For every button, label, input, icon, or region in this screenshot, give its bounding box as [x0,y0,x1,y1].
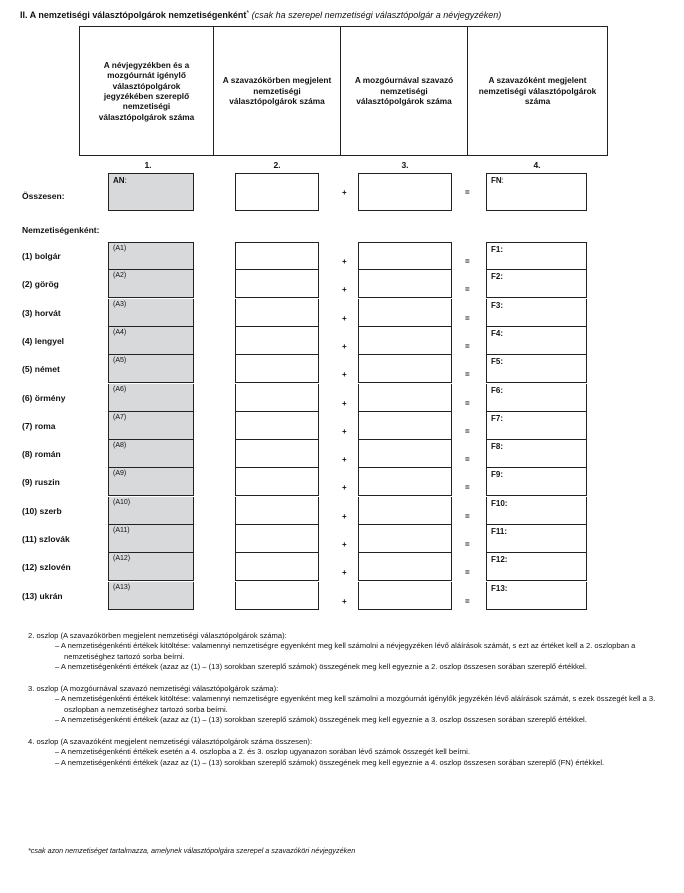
row-col3-input[interactable] [358,497,452,525]
row-col3-input[interactable] [358,242,452,270]
row-col3-input[interactable] [358,299,452,327]
total-row-label: Összesen: [22,191,65,201]
row-col4-code: F6: [491,386,503,395]
row-col1-code: (A7) [113,414,127,421]
row-plus-sign: + [342,597,347,606]
row-col3-input[interactable] [358,525,452,553]
row-col2-input[interactable] [235,582,319,610]
row-col1-code: (A2) [113,272,127,279]
total-col4-code: FN: [491,176,504,185]
row-col2-input[interactable] [235,525,319,553]
row-col1-cell [108,525,194,553]
row-col2-input[interactable] [235,355,319,383]
row-col4-cell[interactable] [486,384,587,412]
row-col2-input[interactable] [235,412,319,440]
row-col4-code: F4: [491,329,503,338]
row-equals-sign: = [465,257,470,266]
row-col4-code: F10: [491,499,508,508]
row-label: (11) szlovák [22,534,70,544]
row-col4-code: F2: [491,272,503,281]
column-number-3: 3. [401,160,409,170]
row-col1-code: (A9) [113,470,127,477]
row-equals-sign: = [465,314,470,323]
row-col3-input[interactable] [358,582,452,610]
total-col2-input[interactable] [235,173,319,211]
column-header-2 [214,26,341,156]
row-equals-sign: = [465,483,470,492]
row-col1-cell [108,327,194,355]
row-col4-code: F8: [491,442,503,451]
title-italic: (csak ha szerepel nemzetiségi választópolgár a névjegyzéken) [249,10,502,20]
note-item: – A nemzetiségenkénti értékek (azaz az (1) – (13) sorokban szereplő számok) összegének meg kell egyeznie a 3. oszlop összesen sorában szereplő értékkel. [55,715,587,725]
section-title [20,10,501,20]
row-equals-sign: = [465,370,470,379]
note-item: – A nemzetiségenkénti értékek kitöltése: valamennyi nemzetiségre egyenként meg kell számolni a névjegyzéken lévő aláírások számát, s ezt az értéket kell a 2. oszlopban a nemzetiséghez tartozó sorba beírni. [55,641,636,661]
row-label: (13) ukrán [22,591,63,601]
row-col4-code: F5: [491,357,503,366]
row-col1-code: (A12) [113,555,131,562]
row-col3-input[interactable] [358,327,452,355]
title-asterisk: * [246,10,250,17]
row-col2-input[interactable] [235,384,319,412]
row-plus-sign: + [342,399,347,408]
row-col1-cell [108,412,194,440]
column-header-1-text: A névjegyzékben és a mozgóurnát igénylő választópolgárok jegyzékében szereplő nemzetiségi választópolgárok száma [98,59,195,122]
column-header-3-text: A mozgóurnával szavazó nemzetiségi választópolgárok száma [354,75,454,107]
row-equals-sign: = [465,342,470,351]
total-col4-cell[interactable] [486,173,587,211]
row-col1-cell [108,553,194,581]
note-item: – A nemzetiségenkénti értékek kitöltése: valamennyi nemzetiségre egyenként meg kell számolni a mozgóurnát igénylők jegyzékén lévő aláírások számát, s ezek összegét kell a 3. oszlopban a nemzetiséghez tartozó sorba beírni. [55,694,656,714]
row-col2-input[interactable] [235,468,319,496]
note-item: – A nemzetiségenkénti értékek (azaz az (1) – (13) sorokban szereplő számok) összegének meg kell egyeznie a 2. oszlop összesen sorában szereplő értékkel. [55,662,587,672]
row-label: (10) szerb [22,506,62,516]
row-col1-cell [108,468,194,496]
row-label: (5) német [22,364,60,374]
row-col1-code: (A6) [113,386,127,393]
total-col1-cell [108,173,194,211]
row-plus-sign: + [342,370,347,379]
row-col1-code: (A13) [113,584,131,591]
row-label: (3) horvát [22,308,61,318]
row-col1-cell [108,355,194,383]
row-col1-cell [108,299,194,327]
row-col1-code: (A3) [113,301,127,308]
column-header-4-text: A szavazóként megjelent nemzetiségi választópolgárok száma [478,75,597,107]
column-header-4 [468,26,608,156]
row-col4-cell[interactable] [486,299,587,327]
row-equals-sign: = [465,285,470,294]
row-equals-sign: = [465,568,470,577]
row-col1-cell [108,497,194,525]
total-equals-sign: = [465,188,470,197]
row-col4-cell[interactable] [486,440,587,468]
row-col2-input[interactable] [235,242,319,270]
row-col4-cell[interactable] [486,468,587,496]
row-col4-code: F13: [491,584,508,593]
row-plus-sign: + [342,512,347,521]
row-label: (2) görög [22,279,59,289]
row-col1-code: (A8) [113,442,127,449]
row-equals-sign: = [465,512,470,521]
note-heading: 3. oszlop (A mozgóurnával szavazó nemzetiségi választópolgárok száma): [28,683,279,693]
column-header-1 [79,26,214,156]
row-col3-input[interactable] [358,440,452,468]
row-equals-sign: = [465,540,470,549]
row-plus-sign: + [342,568,347,577]
row-col4-cell[interactable] [486,270,587,298]
row-plus-sign: + [342,314,347,323]
column-header-2-text: A szavazókörben megjelent nemzetiségi választópolgárok száma [222,75,332,107]
row-col4-cell[interactable] [486,355,587,383]
row-col4-cell[interactable] [486,497,587,525]
row-col4-code: F12: [491,555,508,564]
row-col1-code: (A1) [113,245,127,252]
row-equals-sign: = [465,455,470,464]
row-label: (1) bolgár [22,251,61,261]
section-label: Nemzetiségenként: [22,225,100,235]
row-col3-input[interactable] [358,384,452,412]
row-col4-code: F1: [491,245,503,254]
row-col4-code: F7: [491,414,503,423]
total-col3-input[interactable] [358,173,452,211]
row-col2-input[interactable] [235,553,319,581]
row-plus-sign: + [342,342,347,351]
column-number-2: 2. [273,160,281,170]
row-plus-sign: + [342,257,347,266]
row-plus-sign: + [342,540,347,549]
row-col1-code: (A11) [113,527,130,534]
row-col2-input[interactable] [235,270,319,298]
row-col4-code: F3: [491,301,503,310]
note-heading: 2. oszlop (A szavazókörben megjelent nemzetiségi választópolgárok száma): [28,631,287,640]
row-col3-input[interactable] [358,270,452,298]
row-equals-sign: = [465,427,470,436]
row-col4-cell[interactable] [486,525,587,553]
row-col1-code: (A4) [113,329,127,336]
row-col1-cell [108,242,194,270]
note-heading: 4. oszlop (A szavazóként megjelent nemzetiségi választópolgárok száma összesen): [28,736,313,746]
row-col4-cell[interactable] [486,582,587,610]
row-plus-sign: + [342,483,347,492]
row-col1-cell [108,270,194,298]
row-col3-input[interactable] [358,468,452,496]
row-col1-cell [108,384,194,412]
column-header-3 [341,26,468,156]
row-plus-sign: + [342,455,347,464]
row-col4-code: F11: [491,527,508,536]
row-label: (6) örmény [22,393,66,403]
footnote: *csak azon nemzetiséget tartalmazza, amelynek választópolgára szerepel a szavazóköri névjegyzéken [28,846,356,855]
row-col2-input[interactable] [235,440,319,468]
row-col4-cell[interactable] [486,412,587,440]
row-label: (9) ruszin [22,477,60,487]
row-col1-code: (A10) [113,499,131,506]
row-label: (4) lengyel [22,336,65,346]
total-col1-code: AN: [113,176,127,185]
row-equals-sign: = [465,597,470,606]
row-col3-input[interactable] [358,412,452,440]
row-col2-input[interactable] [235,497,319,525]
row-plus-sign: + [342,285,347,294]
column-number-4: 4. [533,160,541,170]
column-number-1: 1. [144,160,152,170]
row-col2-input[interactable] [235,299,319,327]
instructions [28,631,668,768]
note-item: – A nemzetiségenkénti értékek (azaz az (1) – (13) sorokban szereplő számok) összegének meg kell egyeznie a 4. oszlop összesen sorában szereplő (FN) értékkel. [55,757,605,767]
row-col3-input[interactable] [358,553,452,581]
row-col4-cell[interactable] [486,327,587,355]
row-col1-code: (A5) [113,357,127,364]
row-equals-sign: = [465,399,470,408]
note-item: – A nemzetiségenkénti értékek esetén a 4. oszlopba a 2. és 3. oszlop ugyanazon sorában lévő számok összegét kell beírni. [55,747,470,757]
row-label: (8) román [22,449,61,459]
row-col1-cell [108,582,194,610]
row-col3-input[interactable] [358,355,452,383]
row-plus-sign: + [342,427,347,436]
row-col4-cell[interactable] [486,242,587,270]
row-label: (12) szlovén [22,562,71,572]
row-col4-cell[interactable] [486,553,587,581]
title-bold: II. A nemzetiségi választópolgárok nemzetiségenként [20,10,247,20]
row-col4-code: F9: [491,470,503,479]
row-col1-cell [108,440,194,468]
total-plus-sign: + [342,188,347,197]
row-label: (7) roma [22,421,56,431]
row-col2-input[interactable] [235,327,319,355]
